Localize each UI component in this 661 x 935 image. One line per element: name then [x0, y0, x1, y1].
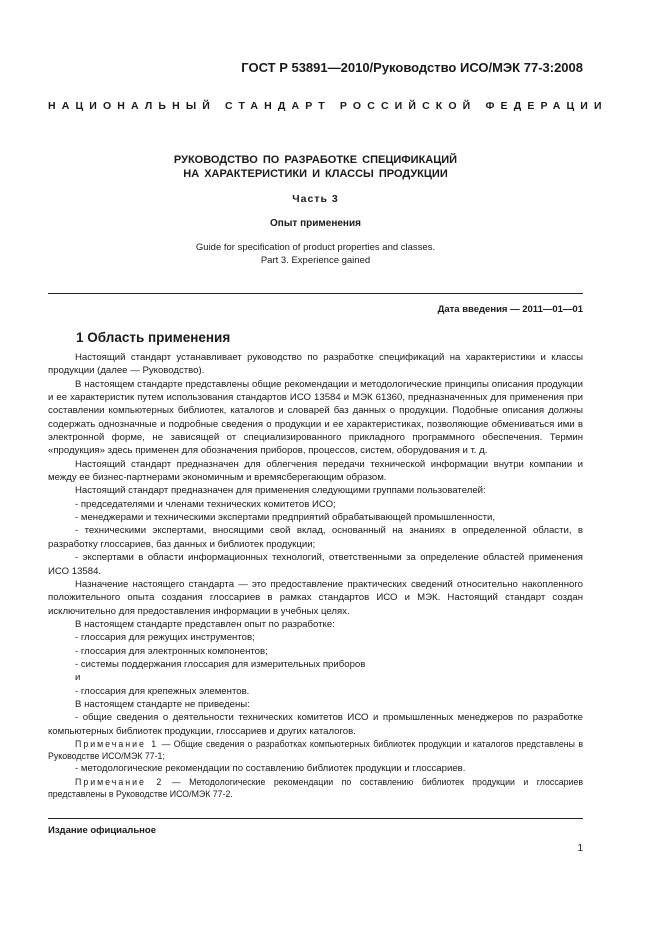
english-title — [48, 241, 583, 267]
body-paragraph: В настоящем стандарте представлен опыт по разработке: — [75, 618, 335, 630]
list-item: - председателями и членами технических комитетов ИСО; — [75, 498, 336, 510]
list-item: - экспертами в области информационных технологий, ответственными за определение областей применения ИСО 13584. — [48, 552, 583, 577]
body-paragraph: В настоящем стандарте представлены общие рекомендации и методологические принципы описания продукции и ее характеристик путем использования стандартов ИСО 13584 и МЭК 61360, предназначенных для применения при составлении компьютерных библиотек, каталогов и словарей баз данных о продукции. Подобные описания должны содержать однозначные и подробные сведения о продукции и ее характеристиках, позволяющие обмениваться ими в электронной форме, не зависящей от специализированного прикладного программного обеспечения. Термин «продукция» здесь применен для обозначения приборов, процессов, систем, оборудования и т. д. — [48, 378, 583, 457]
english-title-line-1: Guide for specification of product properties and classes. — [195, 242, 436, 253]
standard-code: ГОСТ Р 53891—2010/Руководство ИСО/МЭК 77-3:2008 — [241, 60, 583, 75]
title-block — [48, 153, 583, 267]
page-number: 1 — [577, 843, 583, 854]
english-title-line-2: Part 3. Experience gained — [260, 255, 371, 266]
title-divider — [48, 293, 583, 294]
note-1-label: Примечание 1 — [75, 738, 159, 749]
part-label: Часть 3 — [292, 193, 339, 205]
document-title-line-2: НА ХАРАКТЕРИСТИКИ И КЛАССЫ ПРОДУКЦИИ — [183, 168, 448, 180]
edition-label: Издание официальное — [48, 825, 156, 836]
part-subtitle: Опыт применения — [270, 218, 361, 229]
document-title-line-1: РУКОВОДСТВО ПО РАЗРАБОТКЕ СПЕЦИФИКАЦИЙ — [173, 154, 458, 166]
body-paragraph: Назначение настоящего стандарта — это предоставление практических сведений относительно накопленного положительного опыта создания глоссариев в рамках стандартов ИСО и МЭК. Настоящий стандарт создан исключительно для предоставления информации в учебных целях. — [48, 578, 583, 617]
note-2-text: — Методологические рекомендации по составлению библиотек продукции и глоссариев представлены в Руководстве ИСО/МЭК 77-2. — [48, 776, 583, 799]
section-heading: 1 Область применения — [76, 330, 231, 345]
body-paragraph: Настоящий стандарт предназначен для применения следующими группами пользователей: — [75, 485, 486, 497]
list-item: - техническими экспертами, вносящими свой вклад, основанный на знаниях в определенной области, в разработку глоссариев, баз данных и библиотек продукции; — [48, 525, 583, 550]
note-2-label: Примечание 2 — [75, 776, 164, 787]
body-paragraph: Настоящий стандарт устанавливает руководство по разработке спецификаций на характеристики и классы продукции (далее — Руководство). — [48, 352, 583, 377]
body-paragraph: Настоящий стандарт предназначен для облегчения передачи технической информации внутри компании и между ее бизнес-партнерами экономичным и времясберегающим образом. — [48, 458, 583, 484]
list-item: - глоссария для режущих инструментов; — [75, 632, 255, 644]
national-standard-banner: НАЦИОНАЛЬНЫЙ СТАНДАРТ РОССИЙСКОЙ ФЕДЕРАЦИИ — [48, 100, 608, 112]
list-item: - глоссария для крепежных элементов. — [75, 685, 250, 697]
footer-divider — [48, 818, 583, 819]
note-1 — [48, 738, 583, 762]
list-item: - менеджерами и техническими экспертами предприятий обрабатывающей промышленности, — [75, 512, 496, 524]
body-paragraph: В настоящем стандарте не приведены: — [75, 698, 250, 710]
note-2 — [48, 776, 583, 800]
list-item: - методологические рекомендации по составлению библиотек продукции и глоссариев. — [75, 763, 466, 775]
note-1-text: — Общие сведения о разработках компьютерных библиотек продукции и каталогов представлены в Руководстве ИСО/МЭК 77-1; — [48, 738, 583, 762]
section-body — [48, 351, 583, 800]
list-item: - глоссария для электронных компонентов; — [75, 645, 268, 657]
introduction-date: Дата введения — 2011—01—01 — [437, 304, 583, 315]
list-item: - системы поддержания глоссария для измерительных приборов — [75, 658, 366, 670]
list-connector: и — [75, 672, 81, 684]
list-item: - общие сведения о деятельности технических комитетов ИСО и промышленных менеджеров по разработке компьютерных библиотек продукции, глоссариев и других каталогов. — [48, 712, 583, 737]
